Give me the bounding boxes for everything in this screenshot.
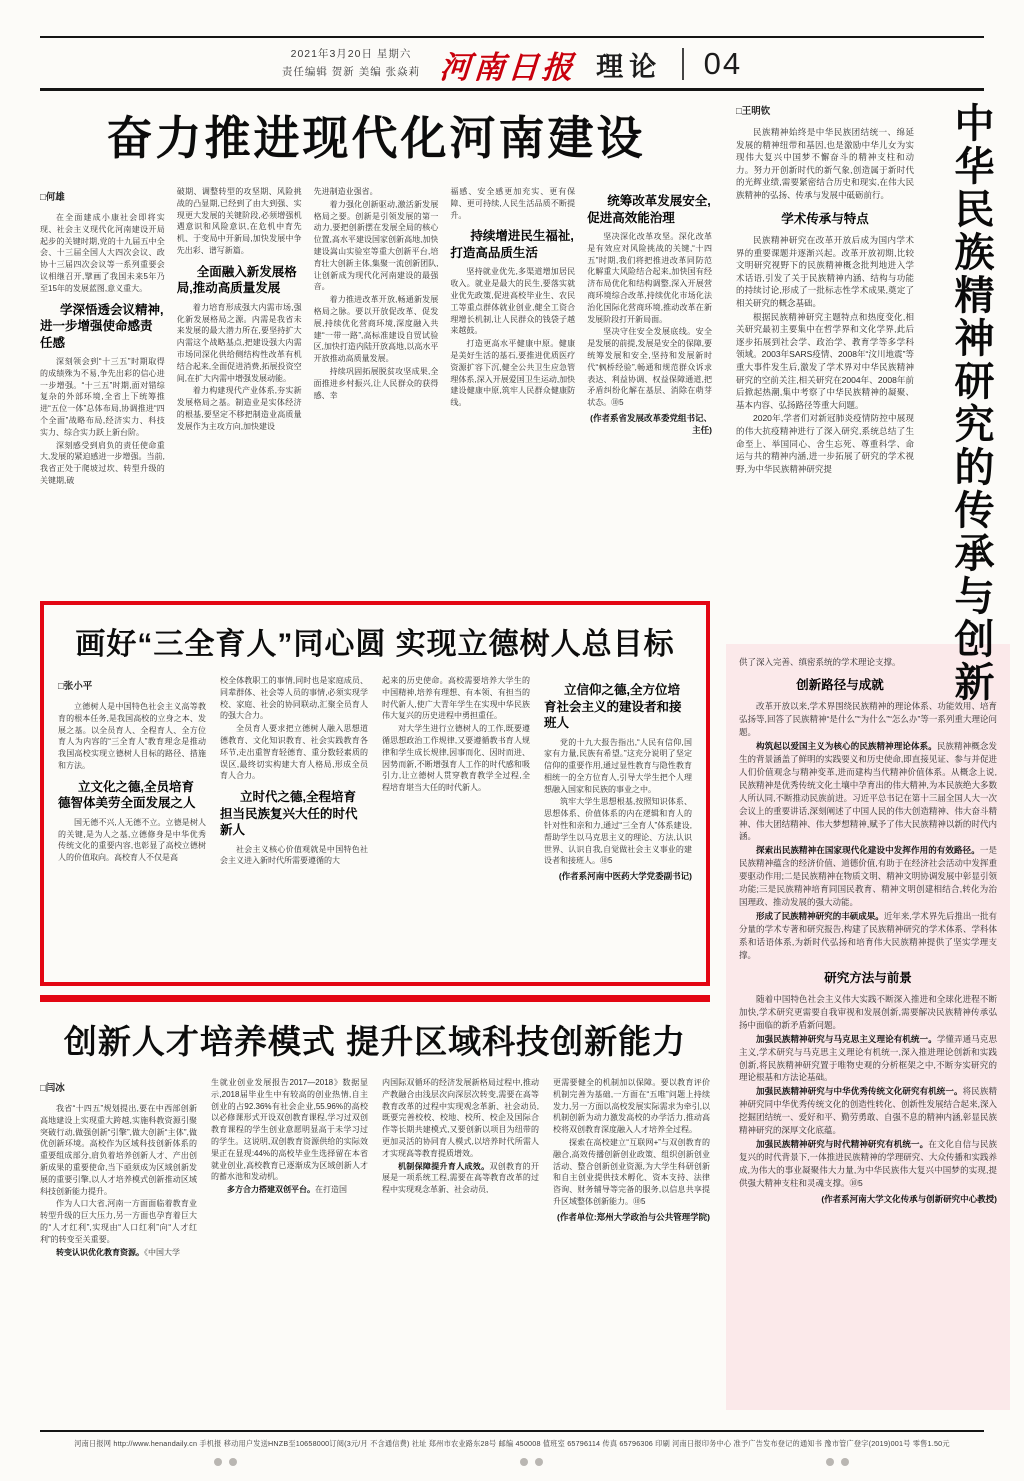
article-paragraph: 着力构建现代产业体系,夯实新发展格局之基。制造业是实体经济的根基,要坚定不移把制造业高质量发展作为主攻方向,加快建设 (176, 386, 302, 431)
article-redbox-headline: 画好“三全育人”同心圆 实现立德树人总目标 (75, 628, 675, 661)
article-paragraph: 着力推进改革开放,畅通新发展格局之脉。要以开放促改革、促发展,持续优化营商环境,深度融入共建“一带一路”,高标准建设自贸试验区,加快打造内陆开放高地,以高水平开放推动高质量发展。 (313, 295, 439, 364)
article-paragraph: 先进制造业强省。 (313, 187, 378, 196)
article-subhead: 立文化之德,全员培育德智体美劳全面发展之人 (58, 779, 196, 811)
article-subhead: 持续增进民生福祉,打造高品质生活 (450, 229, 574, 260)
footer-rule (40, 1430, 984, 1432)
article-paragraph: 社会主义核心价值观就是中国特色社会主义进入新时代所需要遵循的大 (220, 844, 368, 866)
article-paragraph: 起来的历史使命。高校需要培养大学生的中国精神,培养有理想、有本领、有担当的时代新人,使广大青年学生在实现中华民族伟大复兴的历史进程中勇担重任。 (382, 676, 530, 721)
article-byline: □张小平 (58, 681, 93, 692)
article-bottom (40, 995, 710, 1420)
article-subhead: 学术传承与特点 (781, 211, 869, 226)
article-right-vertical-headline: 中华民族精神研究的传承与创新 (949, 102, 994, 704)
top-rule (40, 36, 984, 38)
article-column (736, 100, 914, 638)
article-paragraph: 根据民族精神研究主题特点和热度变化,相关研究最初主要集中在哲学界和文化学界,此后逐步拓展到社会学、政治学、教育学等多学科领域。2003年SARS疫情、2008年“汶川地震”等重大事件发生后,激发了学术界对中华民族精神研究的空前关注,相关研究在2004年、2008年前后掀起热潮,集中考察了中华民族精神的凝聚、基本内容、弘扬路径等重大问题。 (736, 311, 914, 410)
article-column (177, 186, 302, 558)
article-bottom-columns (40, 1077, 710, 1420)
article-paragraph: 在全面建成小康社会即将实现、社会主义现代化河南建设开局起步的关键时期,党的十九届五中全会、十三届全国人大四次会议、政协十三届四次会议等一系列重要会议相继召开,擘画了我国未来5年乃至15年的发展蓝图,意义重大。 (40, 213, 165, 293)
article-paragraph: 破期、调整转型的攻坚期、风险挑战的凸显期,已经到了由大到强、实现更大发展的关键阶段,必须增强机遇意识和风险意识,在危机中育先机、于变局中开新局,加快发展中争先出彩、谱写新篇。 (176, 187, 302, 255)
article-column (58, 675, 206, 963)
section-title: 理论 (596, 51, 663, 82)
article-column (553, 1077, 710, 1420)
article-paragraph: 持续巩固拓展脱贫攻坚成果,全面推进乡村振兴,让人民群众的获得感、幸 (313, 366, 439, 400)
article-paragraph: 机制保障提升育人成效。双创教育的开展是一项系统工程,需要在高等教育改革的过程中实现观念革新、社会动员, (382, 1161, 539, 1195)
page-header (40, 41, 984, 87)
article-attribution: (作者系河南中医药大学党委副书记) (558, 871, 692, 882)
article-column (220, 675, 368, 963)
article-subhead: 立信仰之德,全方位培育社会主义的建设者和接班人 (544, 683, 682, 730)
article-byline: □何雄 (40, 192, 65, 203)
article-paragraph: 供了深入完善、缜密系统的学术理论支撑。 (739, 657, 901, 667)
header-bottom-rule (40, 88, 984, 91)
article-paragraph: 多方合力搭建双创平台。在打造国 (227, 1185, 347, 1195)
article-paragraph: 深刻感受到肩负的责任使命重大,发展的紧迫感进一步增强。当前,我省正处于爬坡过坎、转型升级的关键期,破 (40, 440, 165, 486)
article-column (382, 675, 530, 963)
article-column (544, 675, 692, 963)
article-paragraph: 我省“十四五”规划提出,要在中西部创新高地建设上实现重大跨越,实施科教资源引聚突破行动,做强创新“引擎”,做大创新“主体”,做优创新环境。高校作为区域科技创新体系的重要组成部分,肩负着培养创新人才、产出创新成果的重要使命,当下亟须成为区域创新发展的重要引擎,以人才培养模式创新推动区域科技创新能力提升。 (40, 1104, 197, 1196)
article-bottom-headline: 创新人才培养模式 提升区域科技创新能力 (63, 1023, 687, 1060)
article-paragraph: 深刻领会到“十三五”时期取得的成绩殊为不易,争先出彩的信心进一步增强。“十三五”时期,面对错综复杂的外部环境,全省上下统筹推进“五位一体”总体布局,协调推进“四个全面”战略布局,经济实力、科技实力、综合实力跃上新台阶。 (40, 357, 165, 437)
article-subhead: 全面融入新发展格局,推动高质量发展 (176, 264, 297, 296)
article-attribution: (作者系省发展改革委党组书记、主任) (590, 412, 712, 435)
editor-line: 责任编辑 贺新 美编 张焱莉 (281, 66, 421, 78)
registration-dots (826, 1458, 849, 1466)
article-paragraph: 坚持就业优先,多渠道增加居民收入。就业是最大的民生,要落实就业优先政策,促进高校毕业生、农民工等重点群体就业创业,健全工资合理增长机制,让人民群众的钱袋子越来越鼓。 (450, 267, 576, 336)
article-paragraph: 内国际双循环的经济发展新格局过程中,推动产教融合由浅层次向深层次转变,需要在高等教育改革的过程中实现观念革新、社会动员,既要完善校校、校地、校所、校企及国际合作等长期共建模式,又要创新以项目为纽带的更加灵活的协同育人模式,以培养时代所需人才实现高等教育提质增效。 (382, 1078, 539, 1158)
article-paragraph: 加强民族精神研究与马克思主义理论有机统一。学懂弄通马克思主义,学术研究与马克思主义理论有机统一,深入推进理论创新和实践创新,将民族精神研究置于唯物史观的分析框架之中,不断夯实研究的理论根基和方法论基础。 (739, 1033, 997, 1083)
article-paragraph: 探索出民族精神在国家现代化建设中发挥作用的有效路径。一是民族精神蕴含的经济价值、道德价值,有助于在经济社会活动中发挥重要驱动作用;二是民族精神在物质文明、精神文明协调发展中彰显引领功能;三是民族精神培育同国民教育、精神文明创建相结合,转化为治国理政、推动发展的强大动能。 (739, 845, 997, 907)
article-paragraph: 民族精神始终是中华民族团结统一、绵延发展的精神纽带和基因,也是激励中华儿女为实现伟大复兴中国梦不懈奋斗的精神支柱和动力。努力开创新时代的新气象,创造属于新时代的光辉业绩,需要紧密结合历史和现实,在伟大民族精神的弘扬、传承与发展中砥砺前行。 (736, 127, 914, 200)
article-attribution: (作者系河南大学文化传承与创新研究中心教授) (821, 1193, 997, 1204)
article-top-headline: 奋力推进现代化河南建设 (106, 112, 646, 164)
article-paragraph: 构筑起以爱国主义为核心的民族精神理论体系。民族精神概念发生的背景涵盖了鲜明的实践要义和历史使命,即直接见证、参与并促进人们价值观念与精神变革,进而建构当代精神价值体系。从概念上说,民族精神是优秀传统文化土壤中孕育出的伟大精神,为本民族绝大多数人所认同,不断推动民族前进。习近平总书记在第十三届全国人大一次会议上的重要讲话,深刻阐述了中国人民的伟大创造精神、伟大奋斗精神、伟大团结精神、伟大梦想精神,赋予了伟大民族精神以新的时代内涵。 (739, 741, 997, 842)
article-paragraph: 打造更高水平健康中原。健康是美好生活的基石,要推进优质医疗资源扩容下沉,健全公共卫生应急管理体系,深入开展爱国卫生运动,加快建设健康中原,筑牢人民群众健康防线。 (450, 339, 576, 408)
article-paragraph: 2020年,学者们对新冠肺炎疫情防控中展现的伟大抗疫精神进行了深入研究,系统总结了生命至上、举国同心、舍生忘死、尊重科学、命运与共的精神内涵,进一步拓展了研究的学术视野,为中华民族精神研究提 (736, 413, 914, 474)
article-paragraph: 加强民族精神研究与中华优秀传统文化研究有机统一。将民族精神研究同中华优秀传统文化的创造性转化、创新性发展结合起来,深入挖掘团结统一、爱好和平、勤劳勇敢、自强不息的精神内涵,彰显民族精神研究的深厚文化底蕴。 (739, 1086, 997, 1136)
registration-dots (520, 1458, 543, 1466)
article-paragraph: 作为人口大省,河南一方面面临着教育业转型升级的巨大压力,另一方面也孕育着巨大的“人才红利”,实现由“人口红利”向“人才红利”的转变至关重要。 (40, 1199, 197, 1244)
article-right-pink-section (726, 644, 1010, 1410)
article-column (40, 1077, 197, 1420)
article-column (314, 186, 439, 558)
article-redbox-columns (58, 675, 692, 963)
article-subhead: 创新路径与成就 (796, 677, 884, 692)
article-paragraph: 着力培育形成强大内需市场,强化新发展格局之源。内需是我省未来发展的最大潜力所在,要坚持扩大内需这个战略基点,把建设强大内需市场同深化供给侧结构性改革有机结合起来,全面促进消费,拓展投资空间,在扩大内需中增强发展动能。 (176, 302, 302, 383)
article-paragraph: 随着中国特色社会主义伟大实践不断深入推进和全球化进程不断加快,学术研究更需要自我审视和发展创新,需要解决民族精神传承弘扬中面临的新矛盾新问题。 (739, 994, 997, 1030)
article-subhead: 学深悟透会议精神,进一步增强使命感责任感 (40, 302, 164, 350)
article-paragraph: 转变认识优化教育资源。《中国大学 (56, 1247, 180, 1257)
article-paragraph: 形成了民族精神研究的丰硕成果。近年来,学术界先后推出一批有分量的学术专著和研究报告,构建了民族精神研究的学术体系、学科体系和话语体系,为新时代弘扬和培育伟大民族精神提供了坚实学理支撑。 (739, 910, 997, 960)
article-paragraph: 国无德不兴,人无德不立。立德是树人的关键,是为人之基,立德修身是中华优秀传统文化的重要内容,也彰显了高校立德树人的价值取向。高校育人不仅是高 (58, 817, 206, 863)
article-paragraph: 着力强化创新驱动,激活新发展格局之要。创新是引领发展的第一动力,要把创新摆在发展全局的核心位置,高水平建设国家创新高地,加快建设嵩山实验室等重大创新平台,培育壮大创新主体,集聚一流创新团队,让创新成为现代化河南建设的最强音。 (313, 199, 439, 292)
header-divider (682, 48, 684, 80)
article-redbox (40, 601, 710, 986)
article-paragraph: 加强民族精神研究与时代精神研究有机统一。在文化自信与民族复兴的时代背景下,一体推进民族精神的学理研究、大众传播和实践养成,为伟大的事业凝聚伟大力量,为中华民族伟大复兴中国梦的实现,提供强大精神支柱和灵魂支撑。⑩5 (739, 1139, 997, 1188)
article-column (587, 186, 712, 558)
header-date-block (282, 46, 420, 82)
article-paragraph: 党的十九大报告指出,“人民有信仰,国家有力量,民族有希望。”这充分说明了坚定信仰的重要作用,通过显性教育与隐性教育相统一的全方位育人,引导大学生把个人理想融入国家和民族的事业之中。 (544, 737, 692, 794)
article-column (40, 186, 165, 558)
article-paragraph: 全员育人要求把立德树人融入思想道德教育、文化知识教育、社会实践教育各环节,走出重智育轻德育、重分数轻素质的误区,最终切实构建大育人格局,形成全员育人合力。 (220, 724, 368, 781)
article-paragraph: 生就业创业发展报告2017—2018》数据显示,2018届毕业生中有较高的创业热情,自主创业的占92.36%有社会企业,55.96%的高校以必修课形式开设双创教育课程,学习过双创教育课程的学生创业意愿明显高于未学习过的学生。这说明,双创教育资源供给的实际效果正在显现:44%的高校毕业生选择留在本省就业创业,高校教育已逐渐成为区域创新人才的蓄水池和发动机。 (211, 1078, 368, 1182)
footer-info-line: 河南日报网 http://www.henandaily.cn 手机报 移动用户发送HNZB至10658000订阅(3元/月 不含通信费) 社址 郑州市农业路东28号 邮编 450008 值班室 65796114 传真 65796306 印刷 河南日报印务中心 准予广告发布登记的通知书 豫市管广登字(2019)001号 零售1.50元 (74, 1439, 950, 1448)
article-top (40, 94, 712, 596)
article-paragraph: 福感、安全感更加充实、更有保障、更可持续,人民生活品质不断提升。 (450, 187, 576, 220)
article-paragraph: 坚决深化改革攻坚。深化改革是有效应对风险挑战的关键,“十四五”时期,我们将把推进改革同防范化解重大风险结合起来,加快国有经济布局优化和结构调整,深入开展营商环境综合改革,持续优化市场化法治化国际化营商环境,推动改革在新发展阶段打开新局面。 (587, 232, 712, 324)
newspaper-masthead: 河南日报 (438, 49, 578, 86)
article-paragraph: 对大学生进行立德树人的工作,既要遵循思想政治工作规律,又要遵循教书育人规律和学生成长规律,因事而化、因时而进、因势而新,不断增强育人工作的时代感和吸引力,让立德树人贯穿教育教学全过程,全程培育堪当大任的时代新人。 (382, 724, 530, 793)
article-column (211, 1077, 368, 1420)
article-paragraph: 更需要健全的机制加以保障。要以教育评价机制完善为基础,一方面在“五唯”问题上持续发力,另一方面以高校发展实际需求为牵引,以机制创新为动力激发高校的办学活力,推动高校将双创教育深度融入人才培养全过程。 (553, 1078, 710, 1135)
article-byline: □闫冰 (40, 1083, 65, 1094)
article-paragraph: 坚决守住安全发展底线。安全是发展的前提,发展是安全的保障,要统筹发展和安全,坚持和发展新时代“枫桥经验”,畅通和规范群众诉求表达、利益协调、权益保障通道,把矛盾纠纷化解在基层、消除在萌芽状态。⑩5 (587, 327, 712, 408)
article-column (382, 1077, 539, 1420)
article-subhead: 立时代之德,全程培育担当民族复兴大任的时代新人 (220, 790, 358, 838)
article-subhead: 统筹改革发展安全,促进高效能治理 (587, 194, 711, 225)
article-paragraph: 校全体教职工的事情,同时也是家庭成员、同辈群体、社会等人员的事情,必须实现学校、家庭、社会的协同联动,汇聚全员育人的强大合力。 (220, 676, 368, 721)
article-byline: □王明钦 (736, 106, 771, 117)
article-paragraph: 探索在高校建立“互联网+”与双创教育的融合,高效传播创新创业政策、组织创新创业活动、整合创新创业资源,为大学生科研创新和自主创业提供技术孵化、资本支持、法律咨询、财务辅导等完备的服务,以信息共享提升区域整体创新能力。⑩5 (553, 1137, 710, 1206)
article-attribution: (作者单位:郑州大学政治与公共管理学院) (557, 1211, 710, 1222)
article-paragraph: 民族精神研究在改革开放后成为国内学术界的重要课题并逐渐兴起。改革开放初期,比较文明研究视野下的民族精神概念批判地进入学术话语,引发了关于民族精神内涵、结构与功能的持续讨论,形成了一批标志性学术成果,奠定了相关研究的概念基础。 (736, 235, 914, 309)
registration-dots (214, 1458, 237, 1466)
red-accent-bar (40, 995, 710, 1002)
article-top-columns (40, 186, 712, 558)
article-column (450, 186, 575, 558)
article-paragraph: 改革开放以来,学术界围绕民族精神的理论体系、功能效用、培育弘扬等,回答了民族精神“是什么”“为什么”“怎么办”等一系列重大理论问题。 (739, 701, 997, 738)
article-paragraph: 立德树人是中国特色社会主义高等教育的根本任务,是我国高校的立身之本、发展之基。以全员育人、全程育人、全方位育人为内容的“三全育人”教育理念是推动我国高校实现立德树人目标的路径、措施和方法。 (58, 702, 206, 770)
date-line: 2021年3月20日 星期六 (290, 48, 412, 61)
page-number: 04 (703, 46, 743, 81)
article-right (726, 92, 1010, 1410)
article-subhead: 研究方法与前景 (824, 970, 912, 985)
article-paragraph: 筑牢大学生思想根基,按照知识体系、思想体系、价值体系的内在逻辑和育人的针对性和亲和力,通过“三全育人”体系建设,帮助学生以马克思主义的理论、方法,认识世界、认识自我,自觉做社会主义事业的建设者和接班人。⑩5 (544, 797, 692, 866)
